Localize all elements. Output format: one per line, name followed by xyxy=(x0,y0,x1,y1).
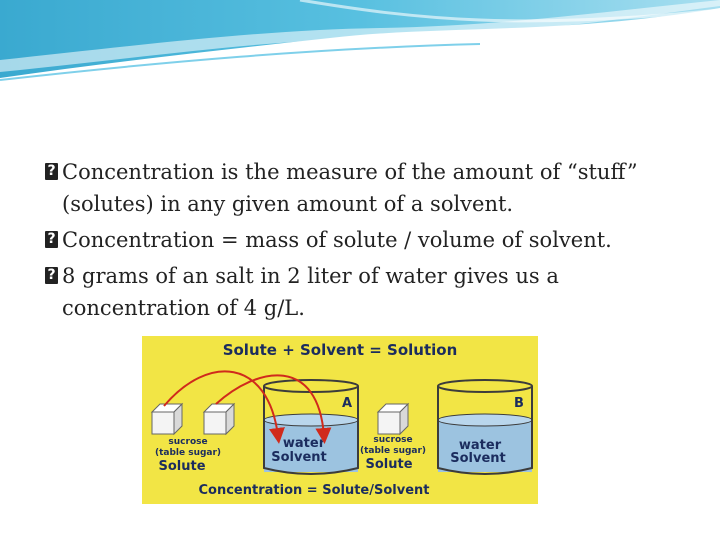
sugar-cube-icon xyxy=(152,404,182,434)
missing-glyph-icon xyxy=(45,163,58,180)
solute-label: Solute xyxy=(365,457,413,472)
concentration-formula: Concentration = Solute/Solvent xyxy=(198,483,430,498)
missing-glyph-icon xyxy=(45,267,58,284)
sucrose-label: sucrose xyxy=(168,437,208,447)
header-wave-decoration xyxy=(0,0,720,90)
beaker-b-label: B xyxy=(514,396,524,411)
sucrose-label: sucrose xyxy=(373,435,413,445)
bullet-item xyxy=(45,260,695,324)
table-sugar-label: (table sugar) xyxy=(359,446,427,456)
missing-glyph-icon xyxy=(45,231,58,248)
water-label: water xyxy=(282,436,326,451)
bullet-item xyxy=(45,156,695,220)
diagram-title: Solute + Solvent = Solution xyxy=(222,341,458,359)
water-label: water xyxy=(458,438,502,453)
table-sugar-label: (table sugar) xyxy=(154,448,222,458)
sugar-cube-icon xyxy=(204,404,234,434)
sugar-cube-icon xyxy=(378,404,408,434)
solute-label: Solute xyxy=(158,459,206,474)
bullet-text: Concentration = mass of solute / volume of solvent. xyxy=(62,228,612,252)
bullet-text: Concentration is the measure of the amount of “stuff” (solutes) in any given amount of a solvent. xyxy=(62,160,638,216)
bullet-list xyxy=(45,156,695,328)
beaker-a-label: A xyxy=(342,396,353,411)
solvent-label: Solvent xyxy=(271,450,327,465)
bullet-item xyxy=(45,224,695,256)
solution-diagram xyxy=(138,332,542,520)
bullet-text: 8 grams of an salt in 2 liter of water gives us a concentration of 4 g/L. xyxy=(62,264,559,320)
solvent-label: Solvent xyxy=(450,451,506,466)
